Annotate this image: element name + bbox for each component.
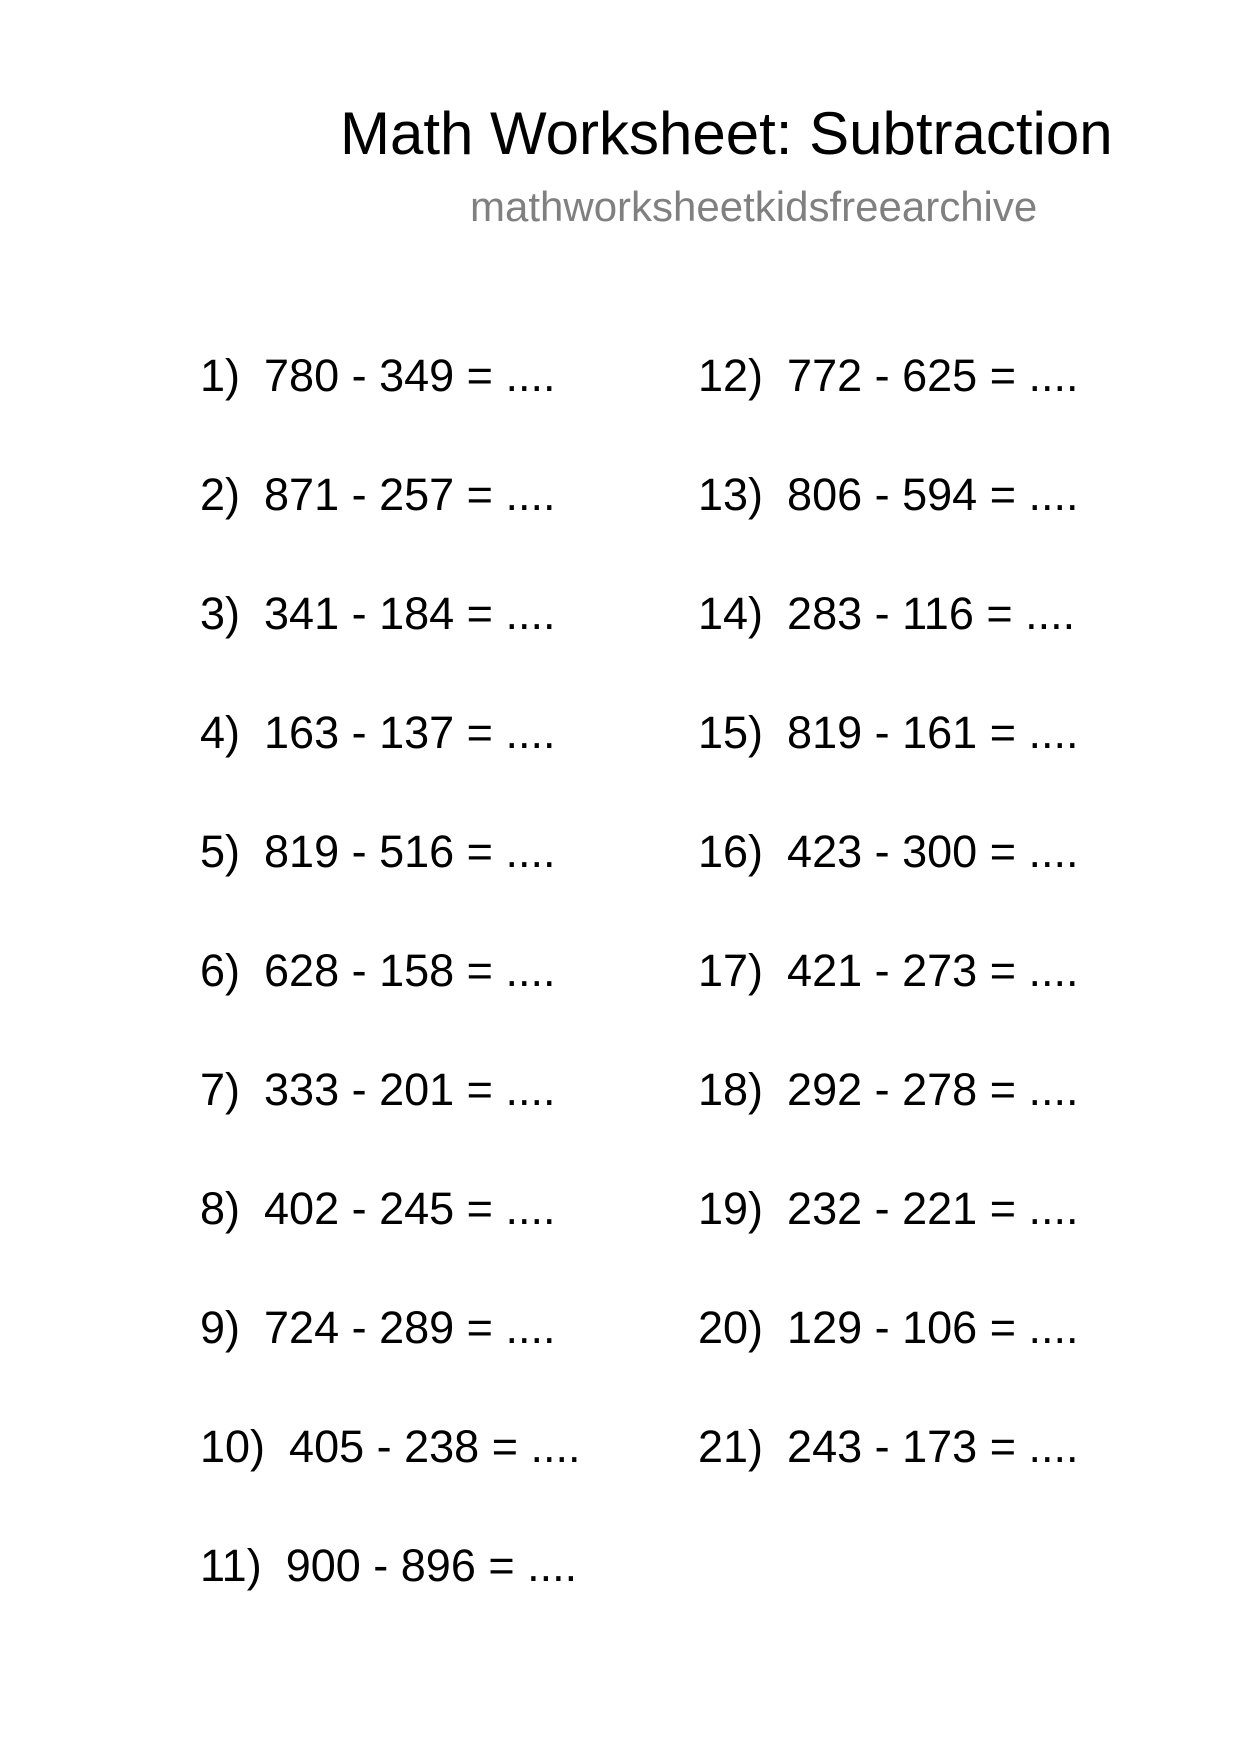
- problem-number: 17): [698, 945, 764, 996]
- problem-expression: 232 - 221 = ....: [787, 1183, 1079, 1234]
- problem-number: 12): [698, 350, 764, 401]
- problem-number: 19): [698, 1183, 764, 1234]
- problem-17: [698, 944, 1079, 998]
- problem-number: 9): [200, 1302, 241, 1353]
- problem-number: 14): [698, 588, 764, 639]
- problem-11: [200, 1539, 577, 1593]
- problem-number: 2): [200, 469, 241, 520]
- problem-10: [200, 1420, 581, 1474]
- problem-4: [200, 706, 555, 760]
- problem-16: [698, 825, 1079, 879]
- problem-number: 5): [200, 826, 241, 877]
- problem-13: [698, 468, 1079, 522]
- problem-expression: 806 - 594 = ....: [787, 469, 1079, 520]
- problem-number: 18): [698, 1064, 764, 1115]
- problem-number: 4): [200, 707, 241, 758]
- problem-1: [200, 349, 555, 403]
- problem-expression: 900 - 896 = ....: [285, 1540, 578, 1591]
- problem-15: [698, 706, 1079, 760]
- problem-expression: 421 - 273 = ....: [787, 945, 1079, 996]
- problem-expression: 402 - 245 = ....: [264, 1183, 556, 1234]
- problem-expression: 423 - 300 = ....: [787, 826, 1079, 877]
- problem-5: [200, 825, 555, 879]
- problem-number: 13): [698, 469, 764, 520]
- worksheet-subtitle: mathworksheetkidsfreearchive: [470, 183, 1038, 230]
- problem-21: [698, 1420, 1079, 1474]
- problem-3: [200, 587, 555, 641]
- worksheet-title: Math Worksheet: Subtraction: [340, 100, 1113, 167]
- problem-expression: 819 - 516 = ....: [264, 826, 556, 877]
- problem-expression: 129 - 106 = ....: [787, 1302, 1079, 1353]
- problem-number: 7): [200, 1064, 241, 1115]
- problem-number: 6): [200, 945, 241, 996]
- problem-number: 16): [698, 826, 764, 877]
- problem-number: 8): [200, 1183, 241, 1234]
- problem-14: [698, 587, 1075, 641]
- problem-7: [200, 1063, 555, 1117]
- problem-expression: 780 - 349 = ....: [264, 350, 556, 401]
- problem-19: [698, 1182, 1079, 1236]
- problem-number: 10): [200, 1421, 266, 1472]
- problem-expression: 341 - 184 = ....: [264, 588, 556, 639]
- problem-18: [698, 1063, 1079, 1117]
- problem-2: [200, 468, 555, 522]
- problem-number: 3): [200, 588, 241, 639]
- problem-number: 1): [200, 350, 241, 401]
- problem-20: [698, 1301, 1079, 1355]
- problem-9: [200, 1301, 555, 1355]
- problem-number: 20): [698, 1302, 764, 1353]
- problem-expression: 405 - 238 = ....: [289, 1421, 581, 1472]
- problem-expression: 724 - 289 = ....: [264, 1302, 556, 1353]
- problem-number: 11): [200, 1540, 262, 1591]
- problem-expression: 871 - 257 = ....: [264, 469, 556, 520]
- problem-12: [698, 349, 1079, 403]
- problem-expression: 283 - 116 = ....: [787, 588, 1076, 639]
- problem-expression: 333 - 201 = ....: [264, 1064, 556, 1115]
- problem-number: 21): [698, 1421, 764, 1472]
- problem-expression: 243 - 173 = ....: [787, 1421, 1079, 1472]
- problem-expression: 292 - 278 = ....: [787, 1064, 1079, 1115]
- problem-8: [200, 1182, 555, 1236]
- problem-expression: 163 - 137 = ....: [264, 707, 556, 758]
- problem-expression: 628 - 158 = ....: [264, 945, 556, 996]
- problem-number: 15): [698, 707, 764, 758]
- problem-expression: 819 - 161 = ....: [787, 707, 1079, 758]
- problem-expression: 772 - 625 = ....: [787, 350, 1079, 401]
- problem-6: [200, 944, 555, 998]
